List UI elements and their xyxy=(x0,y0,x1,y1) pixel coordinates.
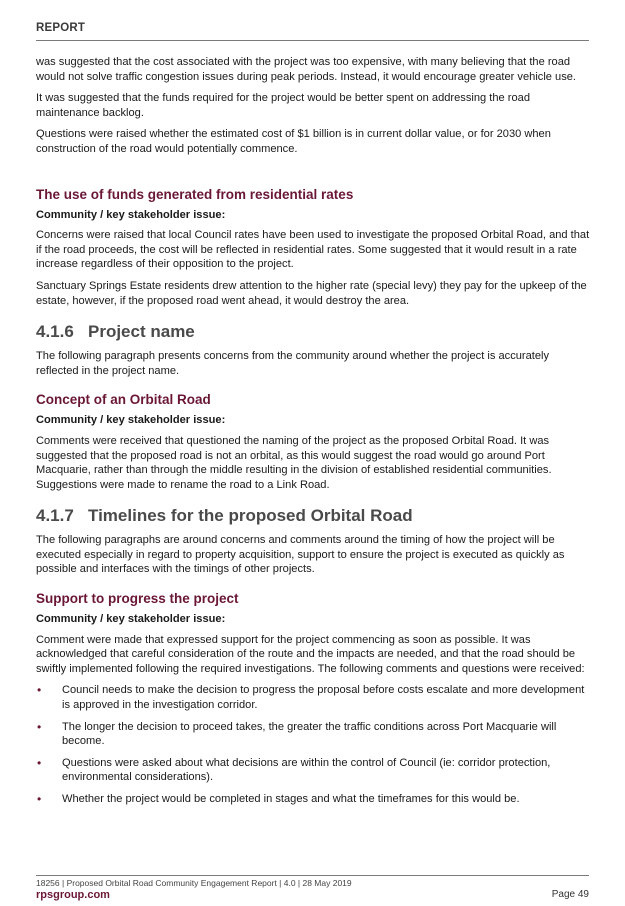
paragraph-council-rates: Concerns were raised that local Council rates have been used to investigate the proposed Orbital Road, and that if the road proceeds, the cost will be reflected in residential rates. Some suggested that it would result in a rate increase regardless of their opposition to the project. xyxy=(36,229,590,271)
paragraph-naming: Comments were received that questioned the naming of the project as the proposed Orbital Road. It was suggested that the proposed road is not an orbital, as this would suggest the road would go around Port Macquarie, rather than through the middle resulting in the division of established residential communities. Suggestions were made to rename the road to a Link Road. xyxy=(36,434,552,491)
stakeholder-issue-label: Community / key stakeholder issue: xyxy=(36,414,226,427)
heading-concept-orbital-road: Concept of an Orbital Road xyxy=(36,392,211,408)
paragraph-cost-question: Questions were raised whether the estimated cost of $1 billion is in current dollar value, or for 2030 when construction of the road would potentially commence. xyxy=(36,128,551,155)
section-number: 4.1.6 xyxy=(36,322,74,342)
paragraph-project-name-intro: The following paragraph presents concerns from the community around whether the project is accurately reflected in the project name. xyxy=(36,350,550,377)
section-title: Project name xyxy=(88,322,195,342)
header-divider xyxy=(36,40,589,41)
heading-use-of-funds: The use of funds generated from residential rates xyxy=(36,186,354,202)
stakeholder-issue-label: Community / key stakeholder issue: xyxy=(36,208,226,221)
paragraph-timelines-intro: The following paragraphs are around concerns and comments around the timing of how the project will be executed especially in regard to property acquisition, support to ensure the project is executed as quickly as possible and interfaces with the timings of other projects. xyxy=(36,534,565,576)
list-item: • Council needs to make the decision to progress the proposal before costs escalate and more development is approved in the investigation corridor. xyxy=(37,683,585,712)
paragraph-sanctuary-springs: Sanctuary Springs Estate residents drew attention to the higher rate (special levy) they pay for the upkeep of the estate, however, if the proposed road went ahead, it would destroy the area. xyxy=(36,279,587,307)
footer-website-link[interactable]: rpsgroup.com xyxy=(36,889,110,901)
paragraph-cost: was suggested that the cost associated with the project was too expensive, with many believing that the road would not solve traffic congestion issues during peak periods. Instead, it would encourage greater vehicle use. xyxy=(36,56,577,83)
section-heading-4-1-6 xyxy=(36,321,592,342)
list-item: • Questions were asked about what decisions are within the control of Council (ie: corridor protection, environmental considerations). xyxy=(37,755,551,784)
section-number: 4.1.7 xyxy=(36,506,74,526)
footer-divider xyxy=(36,875,589,876)
paragraph-funds-maintenance: It was suggested that the funds required for the project would be better spent on addressing the road maintenance backlog. xyxy=(36,92,530,119)
stakeholder-issue-label: Community / key stakeholder issue: xyxy=(36,613,226,626)
footer-document-info: 18256 | Proposed Orbital Road Community Engagement Report | 4.0 | 28 May 2019 xyxy=(36,878,352,888)
document-body xyxy=(36,55,592,814)
list-item: • Whether the project would be completed in stages and what the timeframes for this would be. xyxy=(37,792,520,806)
list-item: • The longer the decision to proceed takes, the greater the traffic conditions across Port Macquarie will become. xyxy=(37,719,557,748)
bullet-icon: • xyxy=(37,719,42,734)
heading-support-progress: Support to progress the project xyxy=(36,591,239,607)
page-number: Page 49 xyxy=(551,889,589,900)
section-heading-4-1-7 xyxy=(36,505,592,526)
bullet-icon: • xyxy=(37,792,42,806)
report-header-title: REPORT xyxy=(36,22,86,34)
comments-list xyxy=(36,683,592,806)
section-title: Timelines for the proposed Orbital Road xyxy=(88,506,413,526)
bullet-icon: • xyxy=(37,755,42,770)
bullet-icon: • xyxy=(37,683,42,698)
paragraph-support: Comment were made that expressed support for the project commencing as soon as possible. It was acknowledged that careful consideration of the route and the impacts are needed, and that the road should be swiftly implemented following the required investigations. The following comments and questions were received: xyxy=(36,633,585,675)
